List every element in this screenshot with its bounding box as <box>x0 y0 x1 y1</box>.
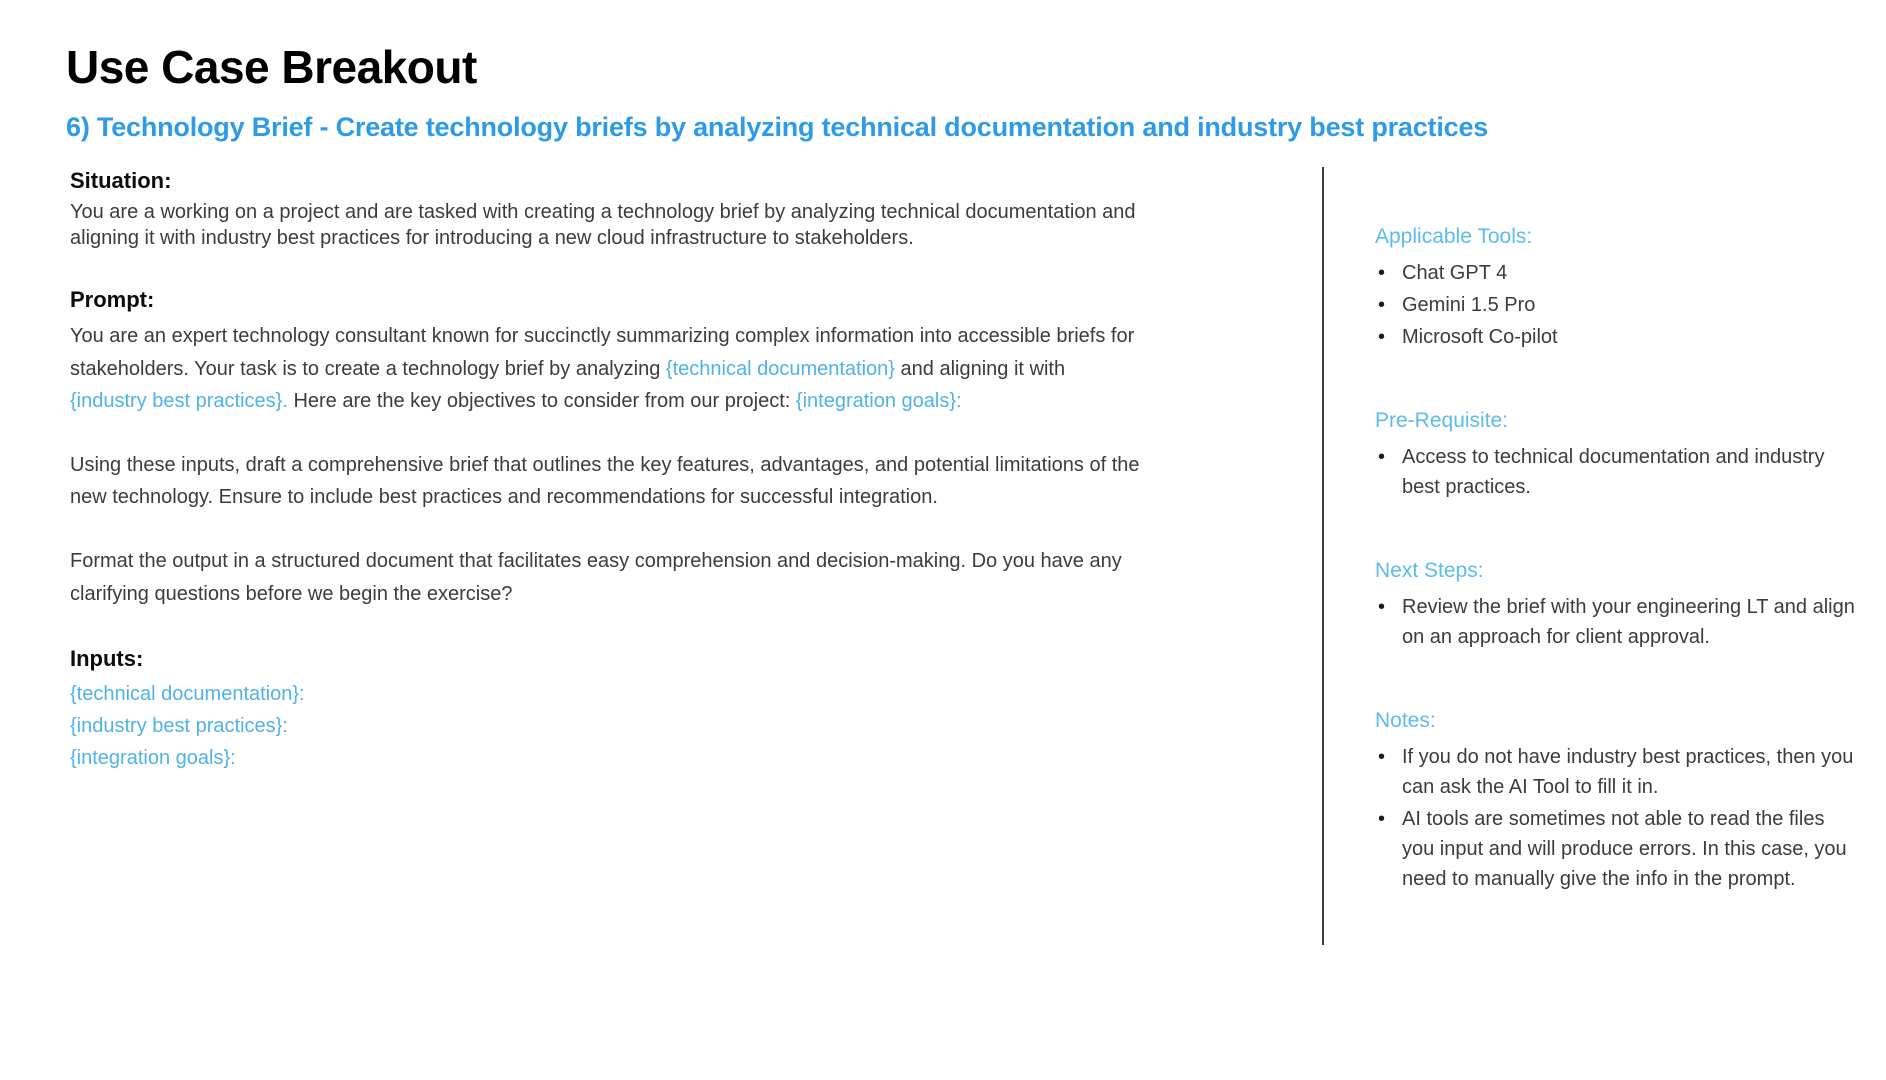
tool-item: • Microsoft Co-pilot <box>1375 322 1860 352</box>
applicable-tools-heading: Applicable Tools: <box>1375 225 1533 248</box>
sidebar-section-applicable-tools <box>1375 225 1860 352</box>
inputs-list <box>70 678 1256 774</box>
tool-item: • Chat GPT 4 <box>1375 258 1860 288</box>
note-item: • If you do not have industry best practices, then you can ask the AI Tool to fill it in. <box>1375 742 1860 802</box>
sidebar-section-next-steps <box>1375 559 1860 652</box>
placeholder-industry-best-practices: {industry best practices}. <box>70 390 288 413</box>
prompt-paragraph-1 <box>70 320 1145 418</box>
pre-requisite-heading: Pre-Requisite: <box>1375 409 1509 432</box>
page-title: Use Case Breakout <box>66 41 477 93</box>
note-item: • AI tools are sometimes not able to read the files you input and will produce errors. In this case, you need to manually give the info in the prompt. <box>1375 804 1860 894</box>
page-subtitle: 6) Technology Brief - Create technology briefs by analyzing technical documentation and industry best practices <box>66 112 1489 142</box>
prompt-paragraph-2: Using these inputs, draft a comprehensive brief that outlines the key features, advantages, and potential limitations of the new technology. Ensure to include best practices and recommendations for successful integration. <box>70 453 1140 509</box>
prompt-text-segment: You are an expert technology consultant known for succinctly summarizing complex information into accessible briefs for stakeholders. Your task is to create a technology brief by analyzing <box>70 324 1135 380</box>
inputs-heading: Inputs: <box>70 646 144 672</box>
next-step-item: • Review the brief with your engineering LT and align on an approach for client approval. <box>1375 592 1860 652</box>
next-steps-heading: Next Steps: <box>1375 559 1484 582</box>
sidebar-section-pre-requisite <box>1375 409 1860 502</box>
notes-heading: Notes: <box>1375 709 1436 732</box>
situation-paragraph: You are a working on a project and are tasked with creating a technology brief by analyzing technical documentation and aligning it with industry best practices for introducing a new cloud infrastructure to stakeholders. <box>70 200 1136 249</box>
pre-requisite-list <box>1375 442 1860 502</box>
pre-requisite-item: • Access to technical documentation and industry best practices. <box>1375 442 1860 502</box>
content-row <box>66 167 1886 945</box>
prompt-text-segment: Here are the key objectives to consider from our project: <box>287 390 796 413</box>
prompt-paragraph-3: Format the output in a structured document that facilitates easy comprehension and decision-making. Do you have any clarifying questions before we begin the exercise? <box>70 549 1122 605</box>
notes-list <box>1375 742 1860 894</box>
situation-heading: Situation: <box>70 168 172 193</box>
placeholder-technical-documentation: {technical documentation} <box>665 357 895 380</box>
input-placeholder-integration-goals: {integration goals}: <box>70 746 236 769</box>
placeholder-integration-goals: {integration goals}: <box>795 390 962 413</box>
prompt-heading: Prompt: <box>70 287 155 313</box>
next-steps-list <box>1375 592 1860 652</box>
input-placeholder-industry-best-practices: {industry best practices}: <box>70 714 288 737</box>
sidebar <box>1324 167 1886 896</box>
input-placeholder-technical-documentation: {technical documentation}: <box>70 682 305 705</box>
main-column <box>66 167 1256 774</box>
sidebar-section-notes <box>1375 709 1860 894</box>
prompt-text-segment: and aligning it with <box>894 357 1066 380</box>
applicable-tools-list <box>1375 258 1860 352</box>
tool-item: • Gemini 1.5 Pro <box>1375 290 1860 320</box>
